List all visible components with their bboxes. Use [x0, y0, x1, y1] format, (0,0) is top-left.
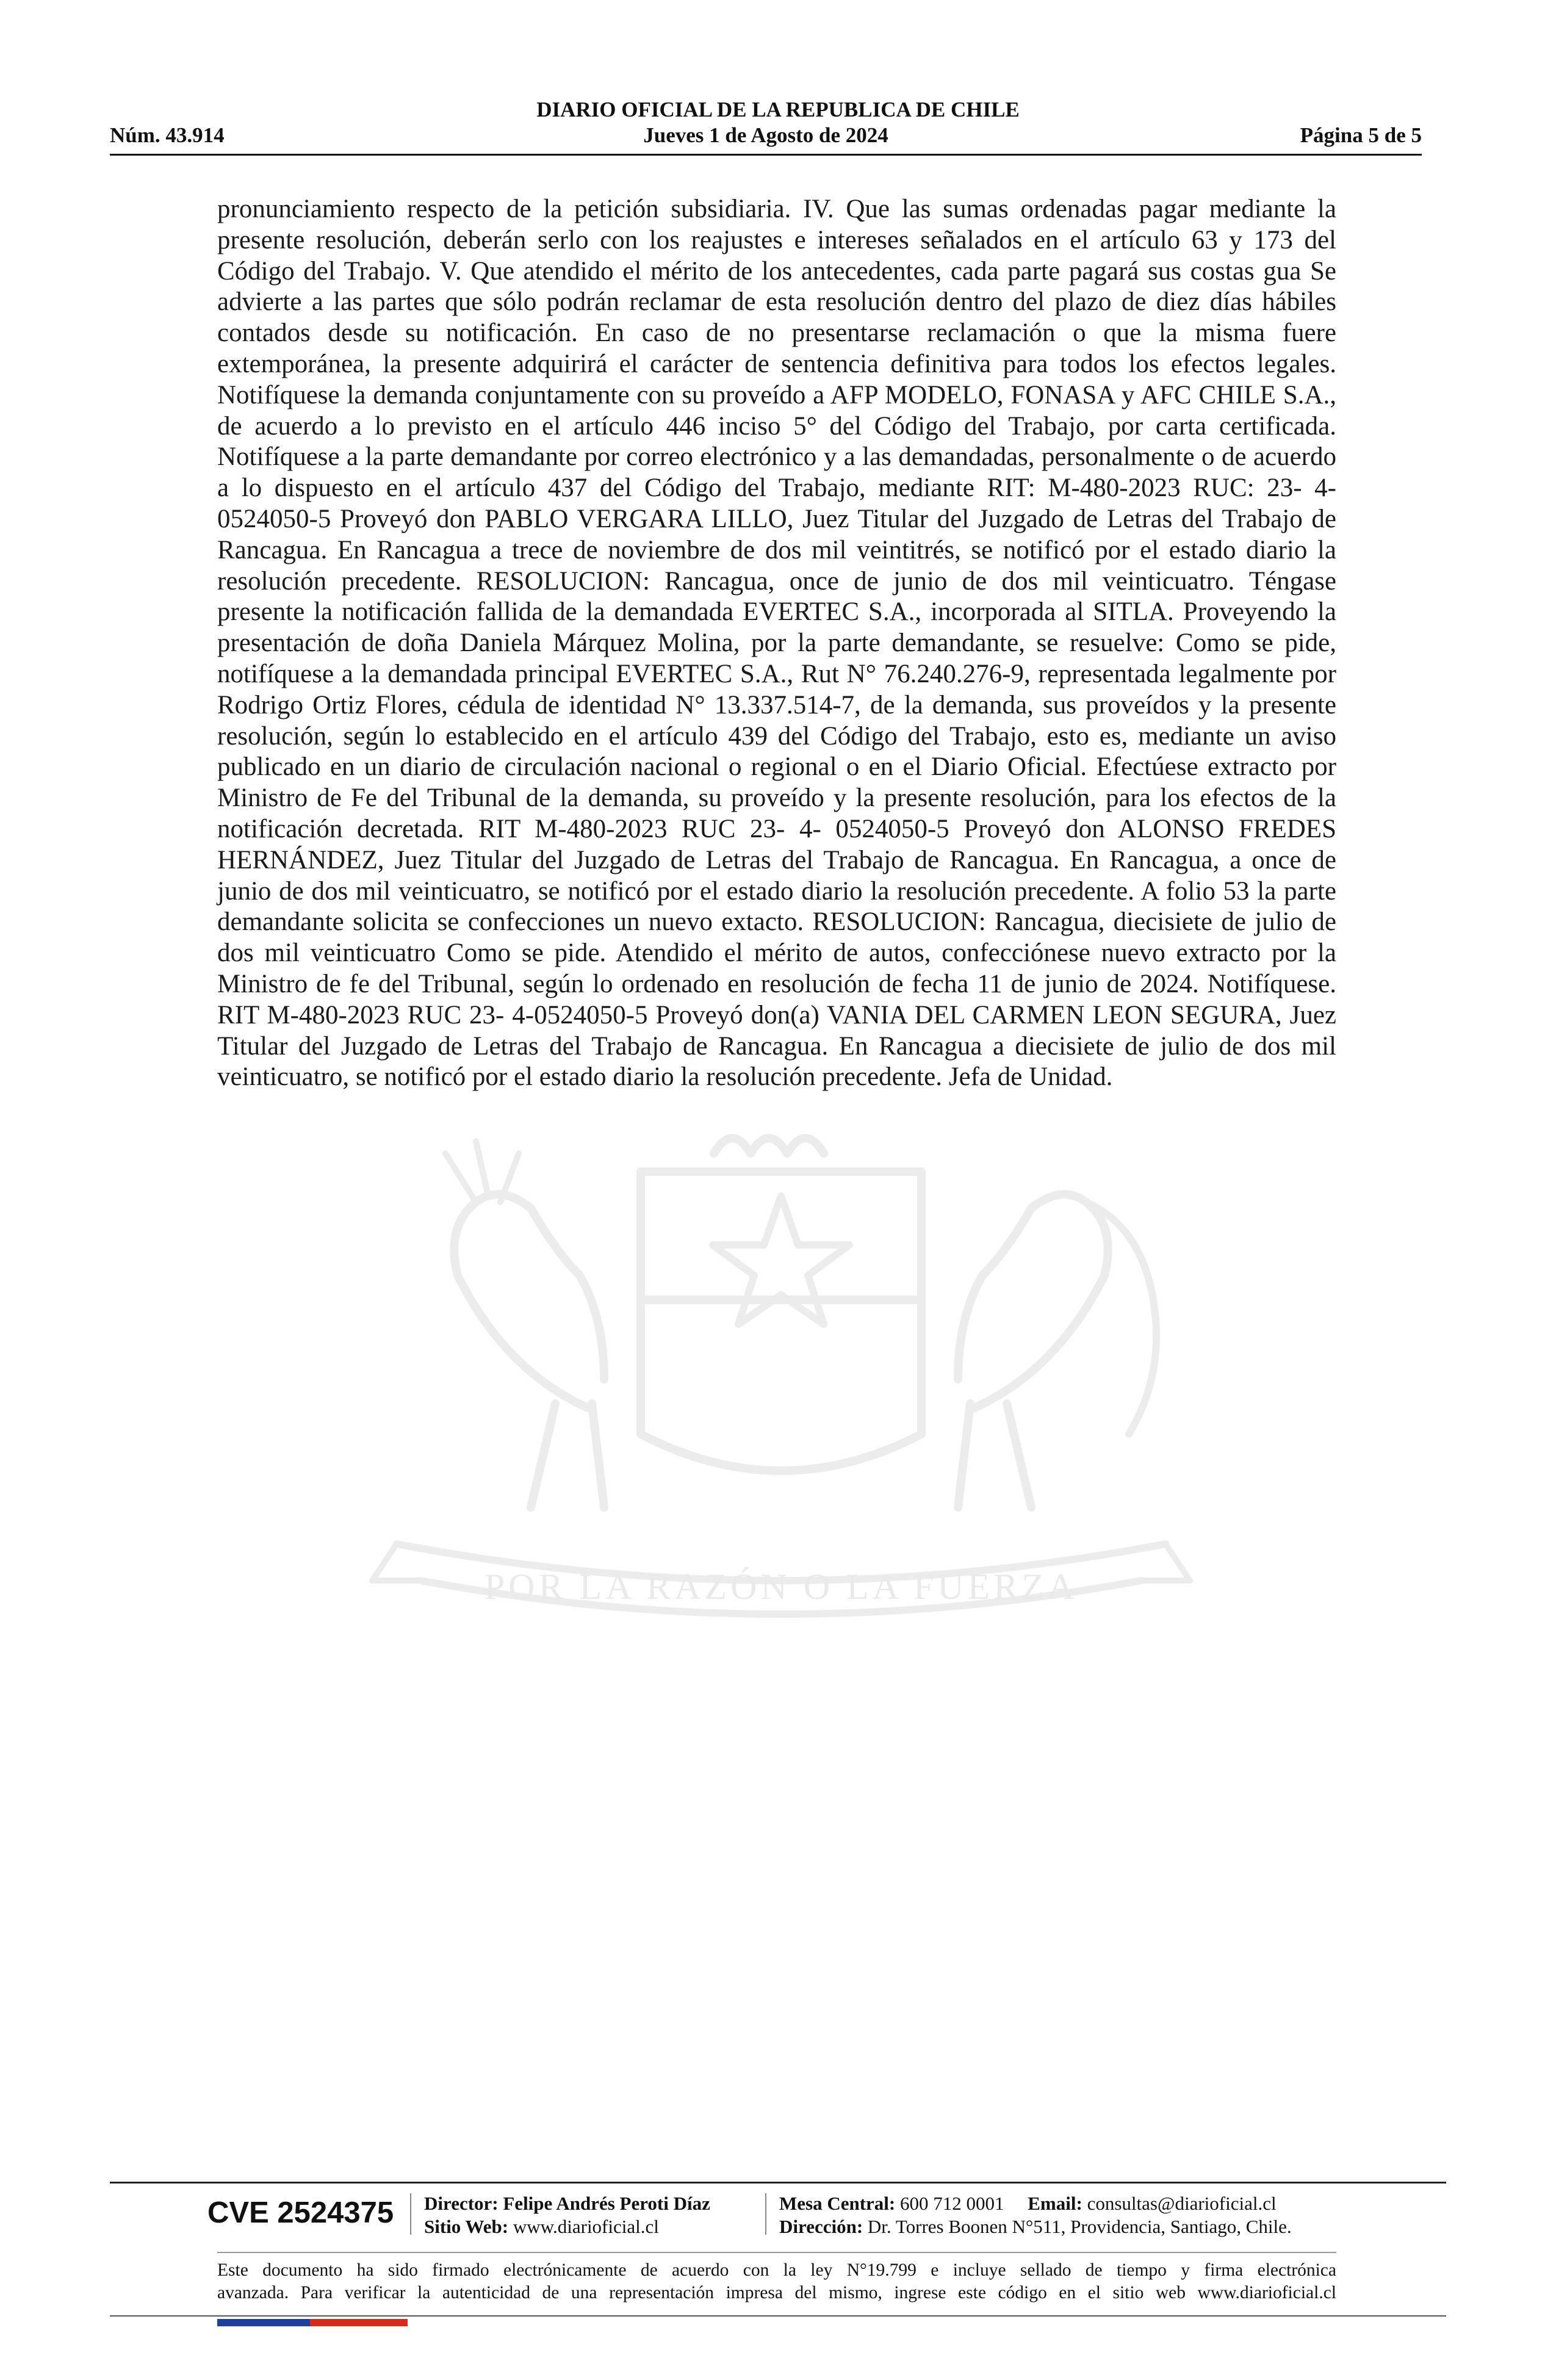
- cve-code: CVE 2524375: [207, 2196, 394, 2229]
- director-label: Director:: [424, 2193, 499, 2214]
- header-row: [110, 123, 1422, 150]
- email-link[interactable]: consultas@diarioficial.cl: [1087, 2193, 1277, 2214]
- footer-director-block: [424, 2192, 710, 2238]
- phone-label: Mesa Central:: [779, 2193, 896, 2214]
- director-name: Felipe Andrés Peroti Díaz: [503, 2193, 710, 2214]
- header-divider: [110, 154, 1422, 156]
- footer-separator: [765, 2193, 766, 2235]
- website-link[interactable]: www.diarioficial.cl: [513, 2216, 659, 2237]
- address-label: Dirección:: [779, 2216, 863, 2237]
- footer-separator: [410, 2193, 411, 2235]
- coat-of-arms-watermark: [214, 1117, 1349, 1666]
- footer-divider-bottom: [110, 2315, 1446, 2317]
- legal-notice: [217, 2259, 1336, 2304]
- footer-divider-top: [110, 2182, 1446, 2183]
- publication-title: DIARIO OFICIAL DE LA REPUBLICA DE CHILE: [536, 98, 1020, 121]
- footer-contact-block: [779, 2192, 1292, 2238]
- legal-line-2: avanzada. Para verificar la autenticidad de una representación impresa del mismo, ingrese este código en el sitio web www.diarioficial.cl: [217, 2283, 1336, 2302]
- watermark-motto: POR LA RAZÓN O LA FUERZA: [484, 1567, 1078, 1607]
- flag-stripe-blue: [217, 2319, 310, 2326]
- page-number: Página 5 de 5: [1300, 123, 1422, 147]
- address-text: Dr. Torres Boonen N°511, Providencia, Santiago, Chile.: [867, 2216, 1292, 2237]
- phone-number: 600 712 0001: [900, 2193, 1004, 2214]
- email-label: Email:: [1028, 2193, 1082, 2214]
- legal-line-1: Este documento ha sido firmado electrónicamente de acuerdo con la ley N°19.799 e incluye sellado de tiempo y firma electrónica: [217, 2260, 1336, 2280]
- footer-divider-inner: [217, 2252, 1336, 2253]
- issue-date: Jueves 1 de Agosto de 2024: [643, 123, 888, 147]
- flag-stripe-red: [310, 2319, 408, 2326]
- article-body: pronunciamiento respecto de la petición subsidiaria. IV. Que las sumas ordenadas pagar mediante la presente resolución, deberán serlo con los reajustes e intereses señalados en el artículo 63 y 173 del Código del Trabajo. V. Que atendido el mérito de los antecedentes, cada parte pagará sus costas gua Se advierte a las partes que sólo podrán reclamar de esta resolución dentro del plazo de diez días hábiles contados desde su notificación. En caso de no presentarse reclamación o que la misma fuere extemporánea, la presente adquirirá el carácter de sentencia definitiva para todos los efectos legales. Notifíquese la demanda conjuntamente con su proveído a AFP MODELO, FONASA y AFC CHILE S.A., de acuerdo a lo previsto en el artículo 446 inciso 5° del Código del Trabajo, por carta certificada. Notifíquese a la parte demandante por correo electrónico y a las demandadas, personalmente o de acuerdo a lo dispuesto en el artículo 437 del Código del Trabajo, mediante RIT: M-480-2023 RUC: 23- 4-0524050-5 Proveyó don PABLO VERGARA LILLO, Juez Titular del Juzgado de Letras del Trabajo de Rancagua. En Rancagua a trece de noviembre de dos mil veintitrés, se notificó por el estado diario la resolución precedente. RESOLUCION: Rancagua, once de junio de dos mil veinticuatro. Téngase presente la notificación fallida de la demandada EVERTEC S.A., incorporada al SITLA. Proveyendo la presentación de doña Daniela Márquez Molina, por la parte demandante, se resuelve: Como se pide, notifíquese a la demandada principal EVERTEC S.A., Rut N° 76.240.276-9, representada legalmente por Rodrigo Ortiz Flores, cédula de identidad N° 13.337.514-7, de la demanda, sus proveídos y la presente resolución, según lo establecido en el artículo 439 del Código del Trabajo, esto es, mediante un aviso publicado en un diario de circulación nacional o regional o en el Diario Oficial. Efectúese extracto por Ministro de Fe del Tribunal de la demanda, su proveído y la presente resolución, para los efectos de la notificación decretada. RIT M-480-2023 RUC 23- 4- 0524050-5 Proveyó don ALONSO FREDES HERNÁNDEZ, Juez Titular del Juzgado de Letras del Trabajo de Rancagua. En Rancagua, a once de junio de dos mil veinticuatro, se notificó por el estado diario la resolución precedente. A folio 53 la parte demandante solicita se confecciones un nuevo extacto. RESOLUCION: Rancagua, diecisiete de julio de dos mil veinticuatro Como se pide. Atendido el mérito de autos, confecciónese nuevo extracto por la Ministro de fe del Tribunal, según lo ordenado en resolución de fecha 11 de junio de 2024. Notifíquese. RIT M-480-2023 RUC 23- 4-0524050-5 Proveyó don(a) VANIA DEL CARMEN LEON SEGURA, Juez Titular del Juzgado de Letras del Trabajo de Rancagua. En Rancagua a diecisiete de julio de dos mil veinticuatro, se notificó por el estado diario la resolución precedente. Jefa de Unidad.: [217, 195, 1336, 1092]
- website-label: Sitio Web:: [424, 2216, 509, 2237]
- issue-number: Núm. 43.914: [110, 123, 225, 147]
